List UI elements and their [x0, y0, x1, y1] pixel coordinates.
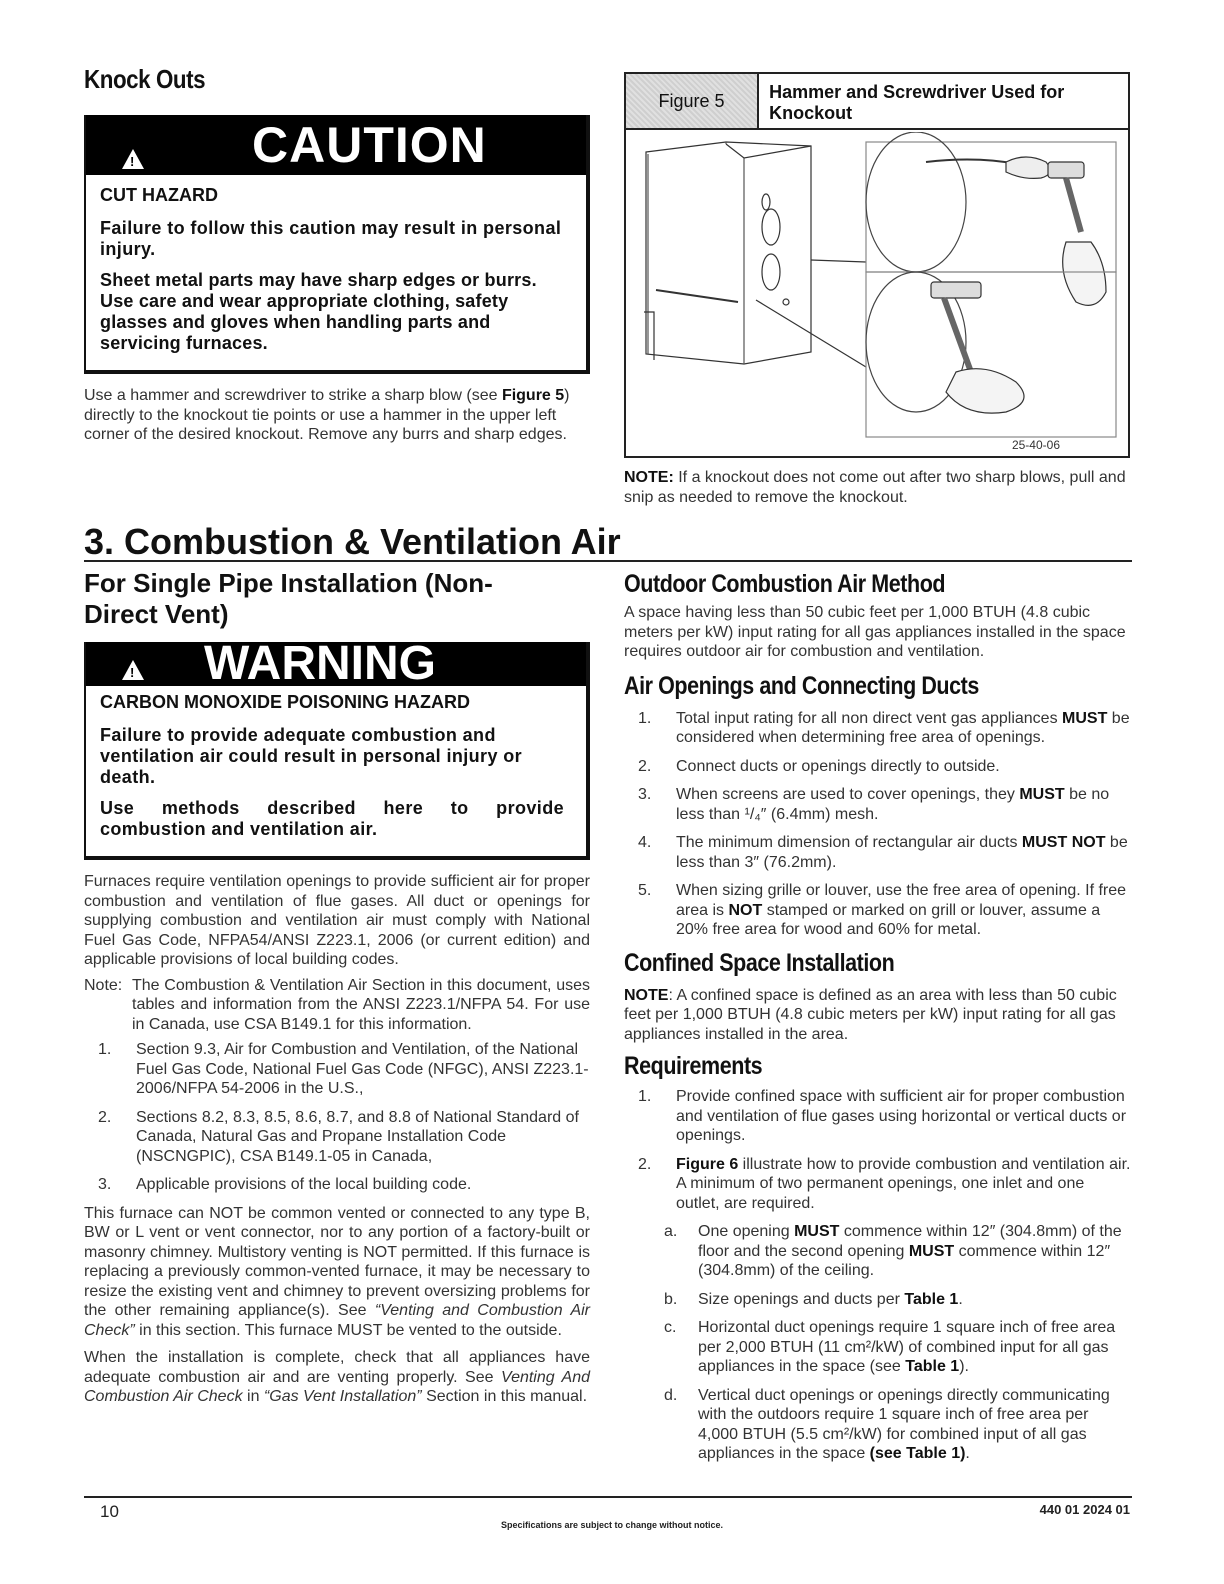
list-item: 3. When screens are used to cover openings, they MUST be no less than ¹/₄″ (6.4mm) mesh.	[638, 786, 1110, 823]
list-item: 2. Sections 8.2, 8.3, 8.5, 8.6, 8.7, and 8.8 of National Standard of Canada, Natural Gas and Propane Installation Code (NSCNGPIC), CSA B149.1-05 in Canada,	[98, 1108, 579, 1165]
common-vent-paragraph: This furnace can NOT be common vented or connected to any type B, BW or L vent or vent connector, nor to any portion of a factory-built or masonry chimney. Multistory venting is NOT permitted. If this furnace is replacing a previously common-vented furnace, it may be necessary to resize the existing vent and chimney to prevent oversizing problems for the other remaining appliance(s). See “Venting and Combustion Air Check” in this section. This furnace MUST be vented to the outside.	[84, 1204, 591, 1339]
requirements-heading: Requirements	[624, 1052, 763, 1080]
ansi-note: Note: The Combustion & Ventilation Air Section in this document, uses tables and information from the ANSI Z223.1/NFPA 54. For use in Canada, use CSA B149.1 for this information.	[84, 976, 590, 1033]
installation-check-paragraph: When the installation is complete, check that all appliances have adequate combustion air and are venting properly. See Venting And Combustion Air Check in “Gas Vent Installation” Section in this manual.	[84, 1349, 590, 1405]
knockouts-paragraph: Use a hammer and screwdriver to strike a sharp blow (see Figure 5) directly to the knockout tie points or use a hammer in the upper left corner of the desired knockout. Remove any burrs and sharp edges.	[84, 387, 570, 443]
requirements-list	[624, 1087, 1132, 1213]
list-item: 5. When sizing grille or louver, use the free area of opening. If free area is NOT stamped or marked on grill or louver, assume a 20% free area for wood and 60% for metal.	[638, 882, 1127, 938]
figure5-note: NOTE: If a knockout does not come out after two sharp blows, pull and snip as needed to remove the knockout.	[624, 469, 1126, 506]
figure-5	[624, 72, 1130, 458]
warning-word: WARNING	[204, 637, 436, 690]
figure-code: 25-40-06	[1011, 438, 1060, 452]
figure5-ref: Figure 5	[501, 387, 565, 404]
warning-box	[84, 637, 590, 860]
caution-text-2: Sheet metal parts may have sharp edges or burrs. Use care and wear appropriate clothing, safety glasses and gloves when handling parts and servicing furnaces.	[100, 270, 537, 353]
confined-space-heading: Confined Space Installation	[624, 948, 895, 977]
list-item: 1. Section 9.3, Air for Combustion and Ventilation, of the National Fuel Gas Code, National Fuel Gas Code (NFGC), ANSI Z223.1-2006/NFPA 54-2006 in the U.S.,	[98, 1041, 589, 1097]
furnace-ventilation-paragraph: Furnaces require ventilation openings to provide sufficient air for proper combustion and ventilation of flue gases. All duct or openings for supplying combustion and ventilation air must comply with National Fuel Gas Code, NFPA54/ANSI Z223.1, 2006 (or current edition) and applicable provisions of local building codes.	[84, 873, 590, 968]
figure-label: Figure 5	[626, 74, 759, 128]
list-item: 3. Applicable provisions of the local building code.	[98, 1176, 472, 1193]
air-openings-list	[624, 709, 1132, 940]
furnace-cabinet-shape	[646, 142, 811, 364]
figure-title: Hammer and Screwdriver Used for Knockout	[769, 82, 1065, 123]
list-item: a. One opening MUST commence within 12″ (304.8mm) of the floor and the second opening MUST commence within 12″ (304.8mm) of the ceiling.	[664, 1223, 1122, 1279]
list-item: 2. Figure 6 illustrate how to provide combustion and ventilation air. A minimum of two permanent openings, one inlet and one outlet, are required.	[638, 1155, 1131, 1212]
page-number: 10	[100, 1502, 119, 1521]
list-item: 4. The minimum dimension of rectangular air ducts MUST NOT be less than 3″ (76.2mm).	[638, 834, 1128, 871]
knockout-illustration	[626, 132, 1128, 458]
caution-title: CUT HAZARD	[100, 185, 218, 205]
warning-text-1: Failure to provide adequate combustion and ventilation air could result in personal injury or death.	[100, 725, 523, 787]
knockouts-section	[84, 64, 590, 445]
caution-bar	[86, 115, 586, 175]
section-3-header	[84, 522, 1132, 562]
list-item: 1. Provide confined space with sufficient air for proper combustion and ventilation of flue gases using horizontal or vertical ducts or openings.	[638, 1088, 1127, 1144]
footer-rule	[84, 1496, 1132, 1498]
warning-triangle-icon: !	[122, 660, 144, 680]
list-item: c. Horizontal duct openings require 1 square inch of free area per 2,000 BTUH (11 cm²/kW) of combined input for all gas appliances in the space (see Table 1).	[664, 1319, 1116, 1375]
right-column	[624, 570, 1132, 1473]
code-references-list	[84, 1040, 590, 1195]
document-number: 440 01 2024 01	[1039, 1502, 1130, 1517]
warning-bar	[86, 637, 586, 690]
confined-space-note: NOTE: A confined space is defined as an area with less than 50 cubic feet per 1,000 BTUH (4.8 cubic meters per kW) input rating for all gas appliances installed in the area.	[624, 986, 1117, 1043]
air-openings-heading: Air Openings and Connecting Ducts	[624, 671, 979, 700]
single-pipe-heading: For Single Pipe Installation (Non-Direct Vent)	[84, 568, 493, 629]
requirements-sublist	[624, 1222, 1132, 1464]
warning-title: CARBON MONOXIDE POISONING HAZARD	[100, 692, 471, 712]
section-3-title: 3. Combustion & Ventilation Air	[84, 521, 621, 562]
list-item: b. Size openings and ducts per Table 1.	[664, 1290, 963, 1308]
caution-box	[84, 115, 590, 374]
outdoor-air-heading: Outdoor Combustion Air Method	[624, 570, 946, 598]
footer-disclaimer: Specifications are subject to change without notice.	[500, 1520, 724, 1530]
warning-triangle-icon: !	[122, 149, 144, 169]
left-column	[84, 568, 590, 1407]
outdoor-air-text: A space having less than 50 cubic feet per 1,000 BTUH (4.8 cubic meters per kW) input rating for all gas appliances installed in the space requires outdoor air for combustion and ventilation.	[624, 604, 1126, 660]
list-item: d. Vertical duct openings or openings directly communicating with the outdoors require 1 square inch of free area per 4,000 BTUH (5.5 cm²/kW) for combined input of all gas appliances in the space (see Table 1).	[664, 1386, 1110, 1462]
list-item: 1. Total input rating for all non direct vent gas appliances MUST be considered when determining free area of openings.	[638, 709, 1130, 746]
warning-text-2: Use methods described here to provide combustion and ventilation air.	[100, 798, 564, 839]
list-item: 2. Connect ducts or openings directly to outside.	[638, 757, 1000, 775]
caution-word: CAUTION	[252, 117, 487, 173]
knockouts-heading: Knock Outs	[84, 64, 206, 94]
caution-text-1: Failure to follow this caution may result in personal injury.	[100, 218, 562, 259]
